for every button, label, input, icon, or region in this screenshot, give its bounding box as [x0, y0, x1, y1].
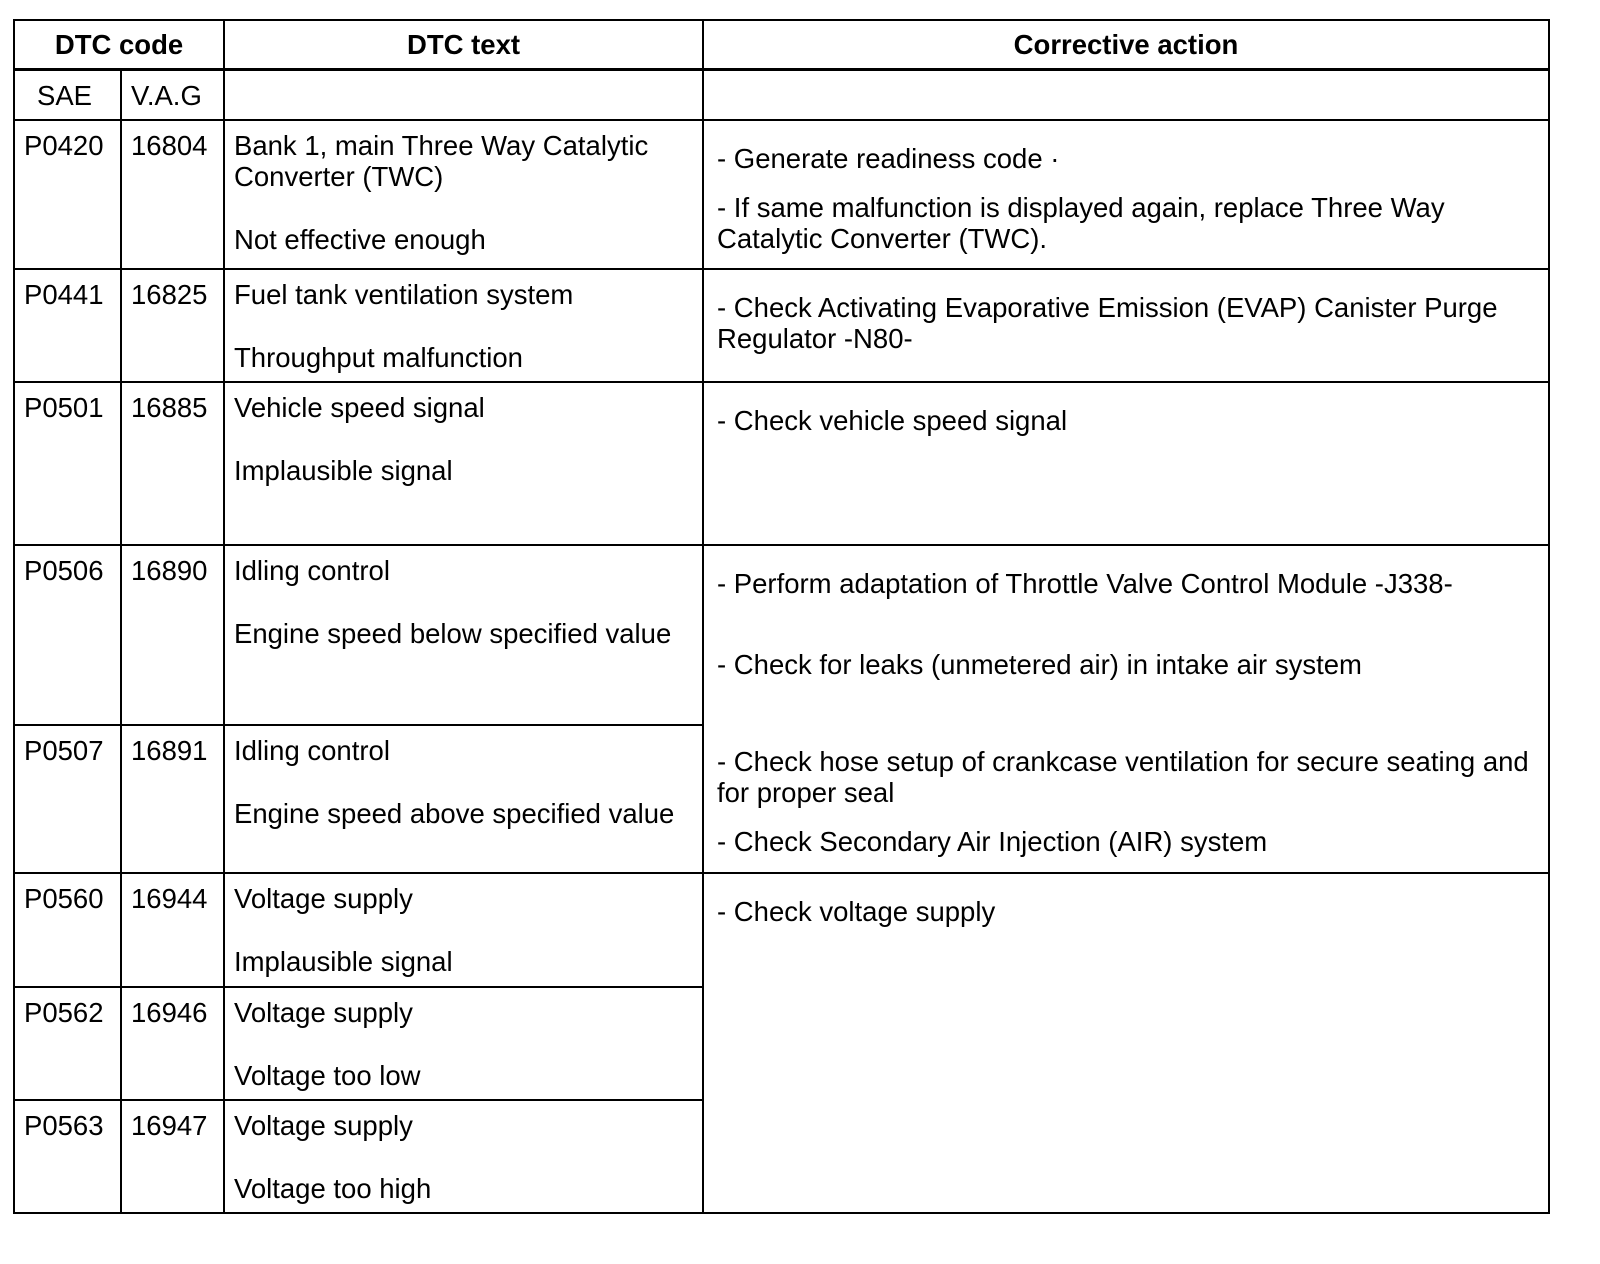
dtc-description: Bank 1, main Three Way Catalytic Converter (TWC) [234, 130, 649, 192]
dtc-text-cell [225, 988, 704, 1101]
dtc-condition: Throughput malfunction [234, 342, 523, 373]
dtc-text-cell [225, 270, 704, 383]
dtc-description: Vehicle speed signal [234, 392, 485, 423]
dtc-condition: Implausible signal [234, 946, 453, 977]
dtc-condition: Not effective enough [234, 224, 486, 255]
dtc-description: Idling control [234, 735, 390, 766]
header-dtc-code: DTC code [15, 21, 225, 71]
vag-code: 16885 [122, 383, 225, 546]
dtc-condition: Engine speed below specified value [234, 618, 672, 649]
subheader-vag: V.A.G [122, 71, 225, 121]
corrective-action-item: - Check voltage supply [717, 896, 996, 927]
sae-code: P0501 [15, 383, 122, 546]
dtc-table [13, 19, 1550, 1214]
corrective-action-item: - Check for leaks (unmetered air) in intake air system [717, 649, 1362, 680]
dtc-description: Voltage supply [234, 883, 413, 914]
corrective-action-item: - Check Activating Evaporative Emission (EVAP) Canister Purge Regulator -N80- [717, 292, 1498, 354]
corrective-action-item: - Check vehicle speed signal [717, 405, 1068, 436]
subheader-sae: SAE [15, 71, 122, 121]
sae-code: P0563 [15, 1101, 122, 1214]
sae-code: P0420 [15, 121, 122, 270]
vag-code: 16891 [122, 726, 225, 874]
corrective-action-cell [704, 874, 1550, 1214]
corrective-action-item: - Check hose setup of crankcase ventilation for secure seating and for proper seal [717, 746, 1529, 808]
dtc-text-cell [225, 726, 704, 874]
vag-code: 16825 [122, 270, 225, 383]
header-dtc-text: DTC text [225, 21, 704, 71]
corrective-action-item: - Generate readiness code · [717, 143, 1060, 174]
dtc-text-cell [225, 383, 704, 546]
dtc-text-cell [225, 121, 704, 270]
corrective-action-item: - Check Secondary Air Injection (AIR) system [717, 826, 1268, 857]
dtc-text-cell [225, 546, 704, 726]
sae-code: P0562 [15, 988, 122, 1101]
sae-code: P0560 [15, 874, 122, 988]
corrective-action-cell [704, 121, 1550, 270]
vag-code: 16804 [122, 121, 225, 270]
dtc-text-cell [225, 1101, 704, 1214]
dtc-condition: Engine speed above specified value [234, 798, 675, 829]
sae-code: P0441 [15, 270, 122, 383]
sae-code: P0507 [15, 726, 122, 874]
header-corrective-action: Corrective action [704, 21, 1550, 71]
corrective-action-cell [704, 383, 1550, 546]
vag-code: 16944 [122, 874, 225, 988]
corrective-action-item: - If same malfunction is displayed again, replace Three Way Catalytic Converter (TWC). [717, 192, 1445, 254]
dtc-description: Fuel tank ventilation system [234, 279, 574, 310]
dtc-text-cell [225, 874, 704, 988]
vag-code: 16890 [122, 546, 225, 726]
corrective-action-cell [704, 270, 1550, 383]
dtc-condition: Voltage too high [234, 1173, 432, 1204]
dtc-description: Voltage supply [234, 1110, 413, 1141]
vag-code: 16947 [122, 1101, 225, 1214]
vag-code: 16946 [122, 988, 225, 1101]
sae-code: P0506 [15, 546, 122, 726]
corrective-action-cell [704, 546, 1550, 874]
corrective-action-item: - Perform adaptation of Throttle Valve Control Module -J338- [717, 568, 1453, 599]
dtc-condition: Voltage too low [234, 1060, 421, 1091]
dtc-condition: Implausible signal [234, 455, 453, 486]
dtc-description: Idling control [234, 555, 390, 586]
subheader-empty-cell [225, 71, 704, 121]
subheader-empty-cell [704, 71, 1550, 121]
dtc-description: Voltage supply [234, 997, 413, 1028]
